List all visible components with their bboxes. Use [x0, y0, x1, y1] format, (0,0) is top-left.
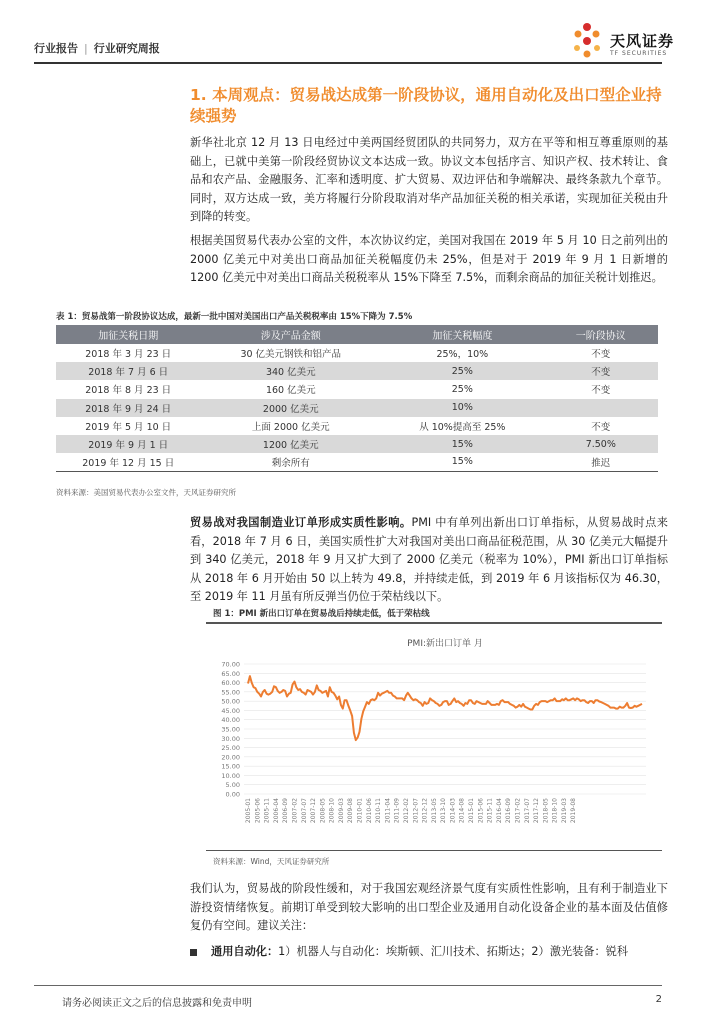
- x-tick-label: 2017-12: [533, 798, 541, 824]
- table-cell: 160 亿美元: [265, 385, 316, 397]
- x-tick-label: 2010-11: [375, 798, 383, 824]
- y-tick-label: 20.00: [221, 753, 240, 762]
- table-row: [56, 435, 658, 453]
- x-tick-label: 2011-04: [384, 798, 392, 824]
- bullet-text: 1）机器人与自动化：埃斯顿、汇川技术、拓斯达；2）激光装备：锐科: [278, 945, 629, 958]
- figure-source: 资料来源：Wind，天风证券研究所: [213, 857, 330, 866]
- table-cell: 剩余所有: [200, 453, 381, 471]
- figure-top-rule: [206, 622, 662, 624]
- x-tick-label: 2007-12: [310, 798, 318, 824]
- table-cell: 上面 2000 亿美元: [251, 421, 330, 433]
- x-tick-label: 2005-06: [254, 798, 262, 824]
- x-tick-label: 2013-05: [430, 798, 438, 824]
- y-tick-label: 10.00: [221, 771, 240, 780]
- company-logo: [572, 22, 692, 62]
- table-cell: 2000 亿美元: [200, 399, 381, 417]
- report-header: 行业报告 | 行业研究周报: [34, 42, 160, 55]
- x-tick-label: 2007-07: [300, 798, 308, 824]
- x-tick-label: 2018-05: [542, 798, 550, 824]
- x-tick-label: 2017-07: [523, 798, 531, 824]
- paragraph-tariff: 根据美国贸易代表办公室的文件，本次协议约定，美国对我国在 2019 年 5 月 10 日之前列出的 2000 亿美元中对美出口商品加征关税幅度仍未 25%，但是对于 2019 年 9 月 1 日新增的 1200 亿美元中对美出口商品关税税率从 15%下降至 7.5%，而剩余商品的加征关税计划推迟。: [190, 234, 668, 284]
- x-tick-label: 2013-10: [440, 798, 448, 824]
- table-cell: 不变: [591, 421, 611, 433]
- header-divider: [34, 62, 662, 64]
- y-tick-label: 30.00: [221, 734, 240, 743]
- x-tick-label: 2012-02: [402, 798, 410, 824]
- table-cell: 1200 亿美元: [200, 435, 381, 453]
- x-tick-label: 2015-11: [486, 798, 494, 824]
- table-cell: 2019 年 12 月 15 日: [56, 453, 200, 471]
- footer-divider: [34, 985, 662, 986]
- table-cell: 2019 年 5 月 10 日: [85, 421, 172, 433]
- y-tick-label: 0.00: [225, 790, 240, 799]
- x-tick-label: 2005-11: [263, 798, 271, 824]
- x-tick-label: 2010-06: [365, 798, 373, 824]
- y-tick-label: 50.00: [221, 697, 240, 706]
- header-category: 行业报告: [34, 42, 78, 55]
- table-cell: 15%: [381, 435, 544, 453]
- y-tick-label: 60.00: [221, 679, 240, 688]
- y-tick-label: 65.00: [221, 669, 240, 678]
- table-cell: 不变: [591, 349, 611, 361]
- x-tick-label: 2015-06: [477, 798, 485, 824]
- header-subcategory: 行业研究周报: [93, 42, 160, 55]
- chart-title: PMI:新出口订单 月: [407, 639, 483, 649]
- column-header: 加征关税幅度: [381, 325, 544, 344]
- x-tick-label: 2008-10: [328, 798, 336, 824]
- table-cell: 25%: [451, 383, 473, 395]
- x-tick-label: 2012-12: [421, 798, 429, 824]
- table-cell: 不变: [544, 362, 658, 380]
- x-tick-label: 2005-01: [245, 798, 252, 824]
- figure-caption: 图 1：PMI 新出口订单在贸易战后持续走低，低于荣枯线: [213, 609, 430, 619]
- tariff-table: [56, 325, 658, 472]
- table-cell: 推迟: [544, 453, 658, 471]
- y-tick-label: 55.00: [221, 688, 240, 697]
- logo-name: 天风证券: [610, 32, 675, 50]
- table-cell: [544, 399, 658, 417]
- column-header: 涉及产品金额: [200, 325, 381, 344]
- footer-disclaimer: 请务必阅读正文之后的信息披露和免责申明: [62, 998, 252, 1009]
- table-cell: 2018 年 7 月 6 日: [56, 362, 200, 380]
- y-tick-label: 70.00: [221, 660, 240, 669]
- table-source: 资料来源：美国贸易代表办公室文件，天风证券研究所: [56, 488, 236, 497]
- table-header-row: [56, 325, 658, 344]
- recommendation-bullet: [190, 943, 668, 961]
- y-tick-label: 35.00: [221, 725, 240, 734]
- table-row: [56, 380, 658, 398]
- x-tick-label: 2006-04: [272, 798, 280, 824]
- page-number: 2: [655, 994, 662, 1005]
- x-tick-label: 2019-03: [560, 798, 568, 824]
- x-tick-label: 2016-09: [505, 798, 513, 824]
- table-row: [56, 399, 658, 417]
- table-cell: 15%: [381, 453, 544, 471]
- x-tick-label: 2014-03: [449, 798, 457, 824]
- table-cell: 340 亿美元: [200, 362, 381, 380]
- pmi-line-chart: [206, 626, 662, 848]
- table-cell: 2018 年 3 月 23 日: [85, 349, 172, 361]
- bullet-title: 通用自动化：: [211, 945, 279, 958]
- x-tick-label: 2019-08: [570, 798, 578, 824]
- paragraph-conclusion: 我们认为，贸易战的阶段性缓和，对于我国宏观经济景气度有实质性性影响，且有利于制造业下游投资情绪恢复。前期订单受到较大影响的出口型企业及通用自动化设备企业的基本面及估值修复仍有空间。建议关注：: [190, 882, 668, 932]
- table-row: [56, 417, 658, 435]
- y-tick-label: 5.00: [225, 781, 240, 790]
- column-header: 一阶段协议: [544, 325, 658, 344]
- table-cell: 不变: [591, 385, 611, 397]
- paragraph-lead: 贸易战对我国制造业订单形成实质性影响。: [190, 516, 412, 529]
- paragraph-agreement: 新华社北京 12 月 13 日电经过中美两国经贸团队的共同努力，双方在平等和相互尊重原则的基础上，已就中美第一阶段经贸协议文本达成一致。协议文本包括序言、知识产权、技术转让、食品和农产品、金融服务、汇率和透明度、扩大贸易、双边评估和争端解决、最终条款九个章节。同时，双方达成一致，美方将履行分阶段取消对华产品加征关税的相关承诺，实现加征关税由升到降的转变。: [190, 136, 668, 223]
- x-tick-label: 2006-09: [282, 798, 290, 824]
- section-title: 1. 本周观点：贸易战达成第一阶段协议，通用自动化及出口型企业持续强势: [190, 86, 662, 125]
- logo-icon: [572, 22, 602, 60]
- table-row: [56, 362, 658, 380]
- x-tick-label: 2018-10: [551, 798, 559, 824]
- y-tick-label: 25.00: [221, 744, 240, 753]
- x-tick-label: 2015-01: [468, 798, 476, 824]
- table-cell: 2019 年 9 月 1 日: [56, 435, 200, 453]
- x-tick-label: 2009-03: [337, 798, 345, 824]
- x-tick-label: 2014-08: [458, 798, 466, 824]
- figure-bottom-rule: [206, 850, 662, 851]
- table-cell: 7.50%: [544, 435, 658, 453]
- y-tick-label: 15.00: [221, 762, 240, 771]
- x-tick-label: 2012-07: [412, 798, 420, 824]
- x-tick-label: 2008-05: [319, 798, 327, 824]
- paragraph-pmi: [190, 514, 668, 607]
- y-tick-label: 40.00: [221, 716, 240, 725]
- y-tick-label: 45.00: [221, 706, 240, 715]
- x-tick-label: 2010-01: [356, 798, 364, 824]
- table-cell: 10%: [381, 399, 544, 417]
- paragraph-body: PMI 中有单列出新出口订单指标，从贸易战时点来看，2018 年 7 月 6 日，美国实质性扩大对我国对美出口商品征税范围，从 30 亿美元大幅提升到 340 亿美元，2018 年 9 月又扩大到了 2000 亿美元（税率为 10%），PMI 新出口订单指标从 2018 年 6 月开始由 50 以上转为 49.8，并持续走低，到 2019 年 6 月该指标仅为 46.30，至 2019 年 11 月虽有所反弹当仍位于荣枯线以下。: [190, 516, 668, 603]
- x-tick-label: 2016-04: [495, 798, 503, 824]
- table-cell: 2018 年 8 月 23 日: [85, 385, 172, 397]
- table-caption: 表 1：贸易战第一阶段协议达成，最新一批中国对美国出口产品关税税率由 15%下降为 7.5%: [56, 312, 413, 322]
- x-tick-label: 2011-09: [393, 798, 401, 824]
- table-cell: 25%，10%: [436, 349, 489, 361]
- table-cell: 2018 年 9 月 24 日: [56, 399, 200, 417]
- table-cell: 25%: [381, 362, 544, 380]
- x-tick-label: 2009-08: [347, 798, 355, 824]
- x-tick-label: 2017-02: [514, 798, 522, 824]
- bullet-square-icon: [190, 949, 197, 956]
- table-row: [56, 344, 658, 362]
- table-row: [56, 453, 658, 471]
- logo-subtitle: TF SECURITIES: [610, 50, 668, 57]
- x-tick-label: 2007-02: [291, 798, 299, 824]
- series-line-pmi-new-export-orders: [248, 676, 642, 740]
- table-cell: 从 10%提高至 25%: [419, 421, 506, 433]
- table-cell: 30 亿美元钢铁和铝产品: [240, 349, 342, 361]
- column-header: 加征关税日期: [56, 325, 200, 344]
